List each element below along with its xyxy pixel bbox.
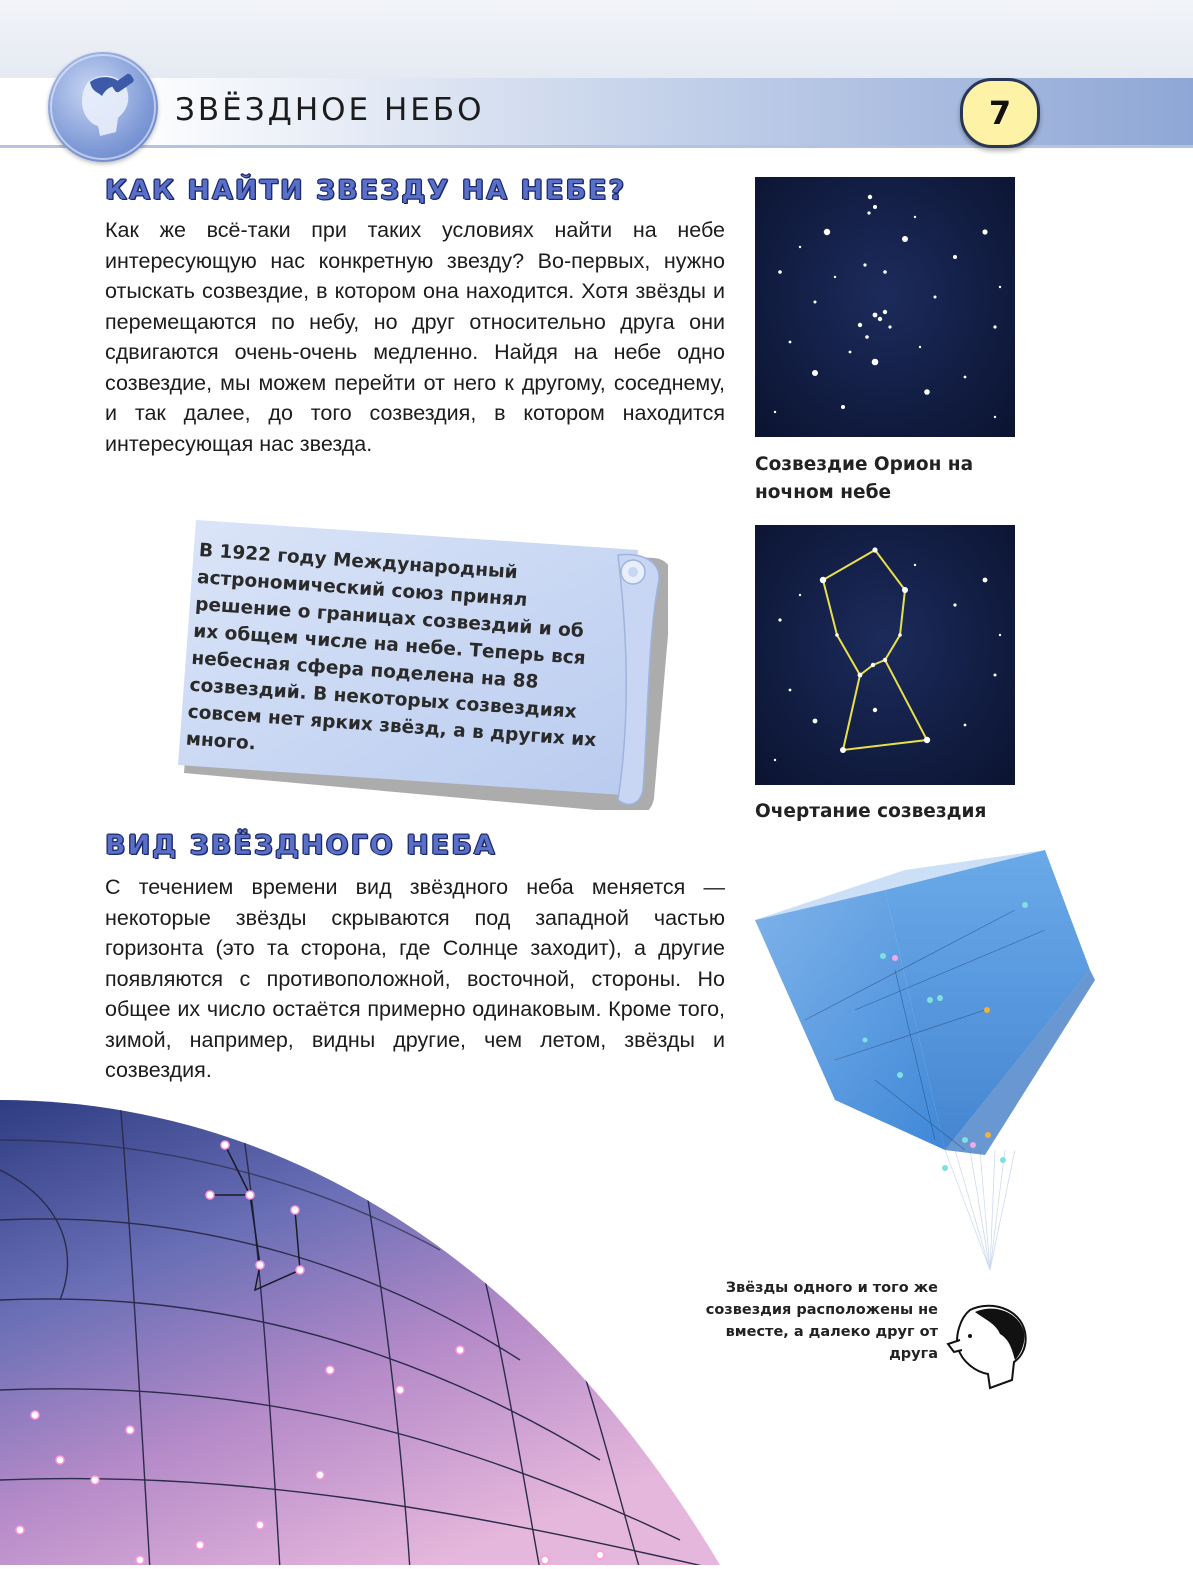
star-distance-pyramid bbox=[745, 850, 1095, 1330]
observer-head-icon bbox=[940, 1300, 1030, 1395]
page-title: ЗВЁЗДНОЕ НЕБО bbox=[175, 92, 485, 128]
orion-photo-caption: Созвездие Орион на ночном небе bbox=[755, 454, 974, 503]
page-number-badge: 7 bbox=[960, 78, 1040, 148]
orion-outline-caption: Очертание созвездия bbox=[755, 801, 987, 822]
sky-map-globe bbox=[0, 1100, 720, 1565]
note-text: В 1922 году Международный астрономический союз принял решение о границах созвездий и об их общем числе на небе. Теперь вся небесная сфера поделена на 88 созвездий. В некоторых созвездиях совсем нет ярких звёзд, а в других их много. bbox=[185, 539, 597, 755]
orion-outline-figure bbox=[755, 525, 1015, 785]
astronomer-logo-icon bbox=[48, 52, 158, 162]
section-text-find-star: Как же всё-таки при таких условиях найти на небе интересующую нас конкретную звезду? Во-первых, нужно отыскать созвездие, в котором она находится. Хотя звёзды и перемещаются по небу, но друг относительно друга они сдвигаются очень-очень медленно. Найдя на небе одно созвездие, мы можем перейти от него к другому, соседнему, и так далее, до того созвездия, в котором находится интересующая нас звезда. bbox=[105, 218, 725, 456]
section-text-sky-view: С течением времени вид звёздного неба меняется — некоторые звёзды скрываются под западной частью горизонта (это та сторона, где Солнце заходит), а другие появляются с противоположной, восточной, стороны. Но общее их число остаётся примерно одинаковым. Кроме того, зимой, например, видны другие, чем летом, звёзды и созвездия. bbox=[105, 875, 725, 1082]
section-heading-find-star: КАК НАЙТИ ЗВЕЗДУ НА НЕБЕ? bbox=[105, 175, 627, 206]
pyramid-caption: Звёзды одного и того же созвездия расположены не вместе, а далеко друг от друга bbox=[705, 1280, 938, 1362]
section-heading-sky-view: ВИД ЗВЁЗДНОГО НЕБА bbox=[105, 830, 497, 861]
orion-photo bbox=[755, 177, 1015, 437]
